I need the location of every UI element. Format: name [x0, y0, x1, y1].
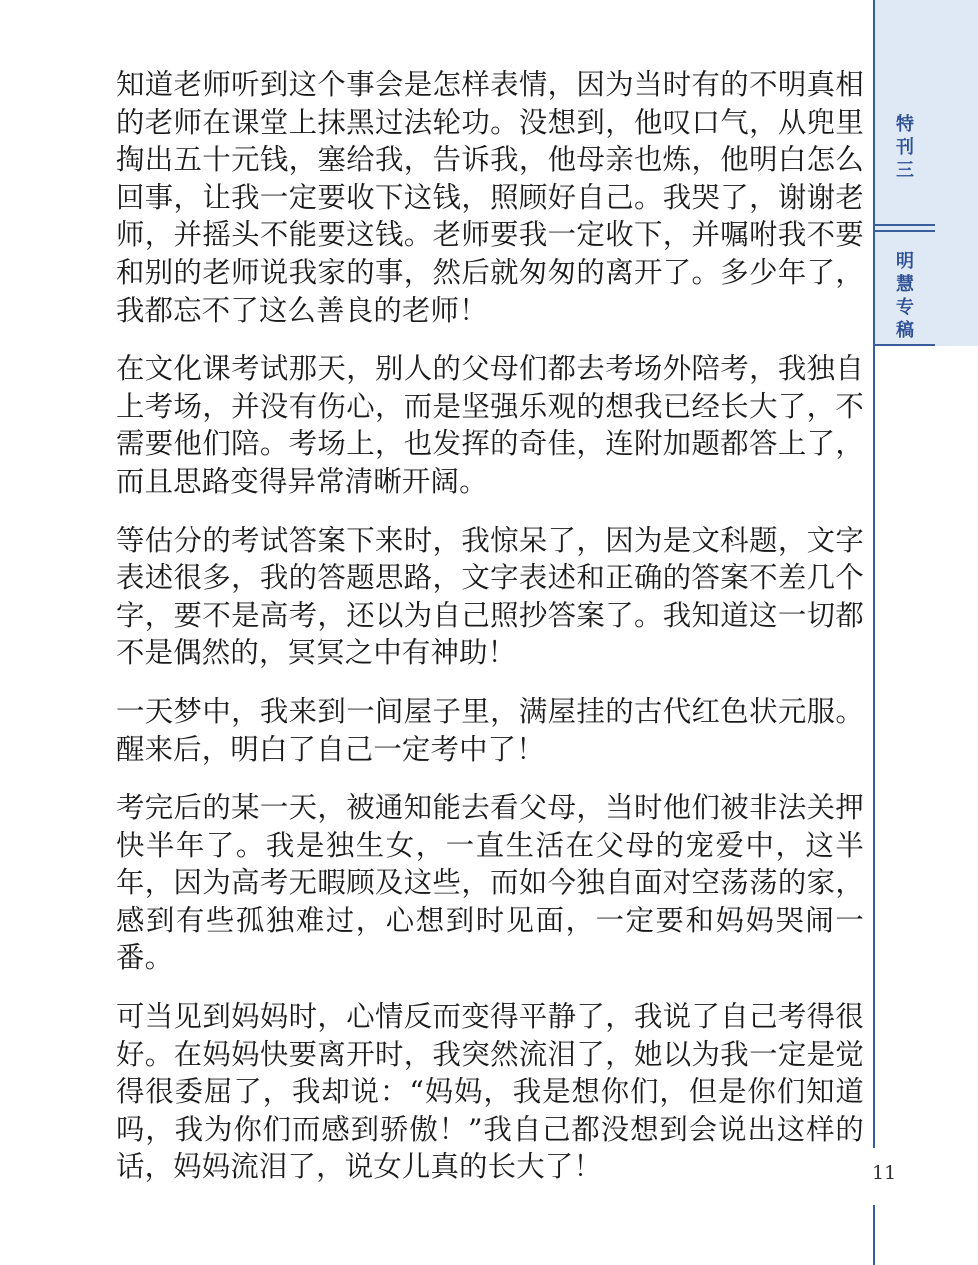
- page-number: 11: [872, 1162, 897, 1184]
- side-tab-char: 特: [896, 113, 914, 135]
- tab-divider: [875, 224, 935, 226]
- paragraph: 可当见到妈妈时，心情反而变得平静了，我说了自己考得很好。在妈妈快要离开时，我突然流泪了，她以为我一定是觉得很委屈了，我却说：“妈妈，我是想你们，但是你们知道吗，我为你们而感到骄傲！”我自己都没想到会说出这样的话，妈妈流泪了，说女儿真的长大了！: [116, 1000, 864, 1184]
- article-body: [116, 66, 864, 1186]
- paragraph: 知道老师听到这个事会是怎样表情，因为当时有的不明真相的老师在课堂上抹黑过法轮功。没想到，他叹口气，从兜里掏出五十元钱，塞给我，告诉我，他母亲也炼，他明白怎么回事，让我一定要收下这钱，照顾好自己。我哭了，谢谢老师，并摇头不能要这钱。老师要我一定收下，并嘱咐我不要和别的老师说我家的事，然后就匆匆的离开了。多少年了，我都忘不了这么善良的老师！: [116, 68, 864, 327]
- paragraph: 考完后的某一天，被通知能去看父母，当时他们被非法关押快半年了。我是独生女，一直生活在父母的宠爱中，这半年，因为高考无暇顾及这些，而如今独自面对空荡荡的家，感到有些孤独难过，心想到时见面，一定要和妈妈哭闹一番。: [116, 791, 864, 975]
- side-tab-special-issue: [875, 108, 935, 186]
- side-tab-char: 专: [896, 297, 914, 318]
- paragraph: 等估分的考试答案下来时，我惊呆了，因为是文科题，文字表述很多，我的答题思路，文字表述和正确的答案不差几个字，要不是高考，还以为自己照抄答案了。我知道这一切都不是偶然的，冥冥之中有神助！: [116, 523, 864, 670]
- side-tab-char: 三: [896, 159, 914, 181]
- paragraph: 在文化课考试那天，别人的父母们都去考场外陪考，我独自上考场，并没有伤心，而是坚强乐观的想我已经长大了，不需要他们陪。考场上，也发挥的奇佳，连附加题都答上了，而且思路变得异常清晰开阔。: [116, 352, 864, 498]
- side-tab-char: 刊: [896, 136, 914, 158]
- side-tab-char: 慧: [896, 274, 914, 295]
- side-tab-char: 明: [896, 251, 914, 272]
- side-tab-minghui-manuscript: [875, 250, 935, 342]
- margin-rule-bottom: [873, 1205, 875, 1265]
- side-tab-char: 稿: [896, 320, 914, 341]
- paragraph: 一天梦中，我来到一间屋子里，满屋挂的古代红色状元服。醒来后，明白了自己一定考中了！: [116, 694, 864, 766]
- tab-divider: [875, 230, 935, 232]
- tab-divider: [875, 344, 935, 346]
